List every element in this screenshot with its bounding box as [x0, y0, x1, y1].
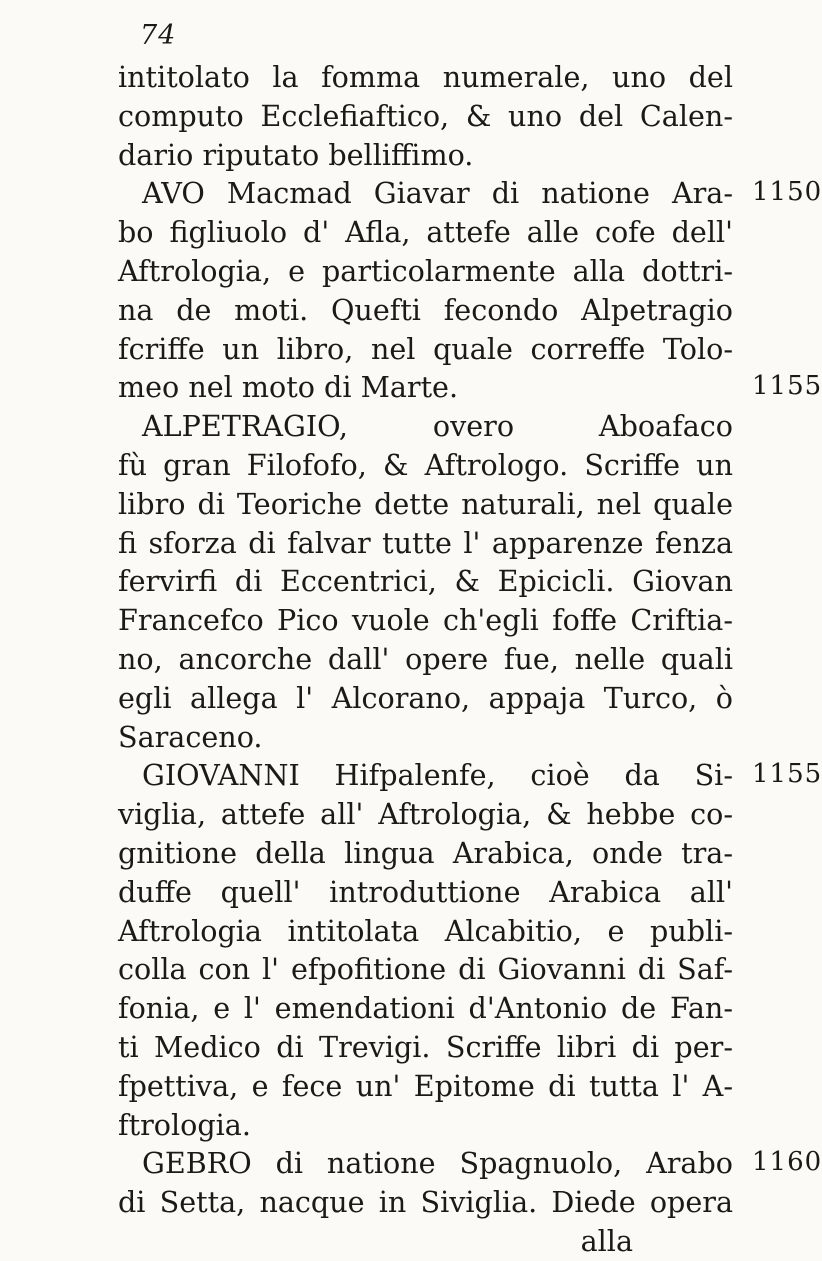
margin-year: 1155	[752, 759, 822, 789]
text-line: fù gran Filofofo, & Aftrologo. Scriffe un	[118, 447, 733, 482]
text-line: Aftrologia, e particolarmente alla dottri-	[118, 253, 733, 288]
margin-year: 1150	[752, 177, 822, 207]
entry-heading-line: ALPETRAGIO, overo Aboafaco	[142, 409, 733, 444]
catchword: alla	[580, 1223, 633, 1258]
text-line: computo Ecclefiaftico, & uno del Calen-	[118, 98, 733, 133]
text-line: viglia, attefe all' Aftrologia, & hebbe co-	[118, 797, 733, 832]
text-line: dario riputato belliffimo.	[118, 137, 474, 172]
text-line: duffe quell' introduttione Arabica all'	[118, 874, 733, 909]
text-line: bo figliuolo d' Afla, attefe alle cofe dell'	[118, 215, 733, 250]
text-line: fonia, e l' emendationi d'Antonio de Fan-	[118, 991, 733, 1026]
text-line: egli allega l' Alcorano, appaja Turco, ò	[118, 680, 733, 715]
text-line: Aftrologia intitolata Alcabitio, e publi-	[118, 913, 733, 948]
text-line: ftrologia.	[118, 1107, 251, 1142]
margin-year: 1155	[752, 371, 822, 401]
text-line: Saraceno.	[118, 719, 263, 754]
text-line: gnitione della lingua Arabica, onde tra-	[118, 835, 733, 870]
body-text	[118, 58, 733, 1261]
page-number: 74	[140, 20, 177, 51]
text-line: no, ancorche dall' opere fue, nelle quali	[118, 641, 733, 676]
text-line: fcriffe un libro, nel quale correffe Tolo-	[118, 331, 733, 366]
text-line: meo nel moto di Marte.	[118, 370, 459, 405]
text-line: fervirfi di Eccentrici, & Epicicli. Giovan	[118, 564, 733, 599]
text-line: ti Medico di Trevigi. Scriffe libri di per-	[118, 1029, 733, 1064]
text-line: Francefco Pico vuole ch'egli foffe Criftia-	[118, 603, 733, 638]
entry-heading-line: AVO Macmad Giavar di natione Ara-	[142, 176, 733, 211]
text-line: di Setta, nacque in Siviglia. Diede opera	[118, 1185, 733, 1220]
text-line: libro di Teoriche dette naturali, nel quale	[118, 486, 733, 521]
text-line: na de moti. Quefti fecondo Alpetragio	[118, 292, 733, 327]
entry-heading-line: GIOVANNI Hifpalenfe, cioè da Si-	[142, 758, 733, 793]
text-line: fi sforza di falvar tutte l' apparenze fenza	[118, 525, 733, 560]
text-line: intitolato la fomma numerale, uno del	[118, 60, 733, 94]
text-line: fpettiva, e fece un' Epitome di tutta l' A-	[118, 1068, 733, 1103]
entry-heading-line: GEBRO di natione Spagnuolo, Arabo	[142, 1146, 733, 1181]
text-line: colla con l' efpofitione di Giovanni di Saf-	[118, 952, 733, 987]
margin-year: 1160	[752, 1147, 822, 1177]
